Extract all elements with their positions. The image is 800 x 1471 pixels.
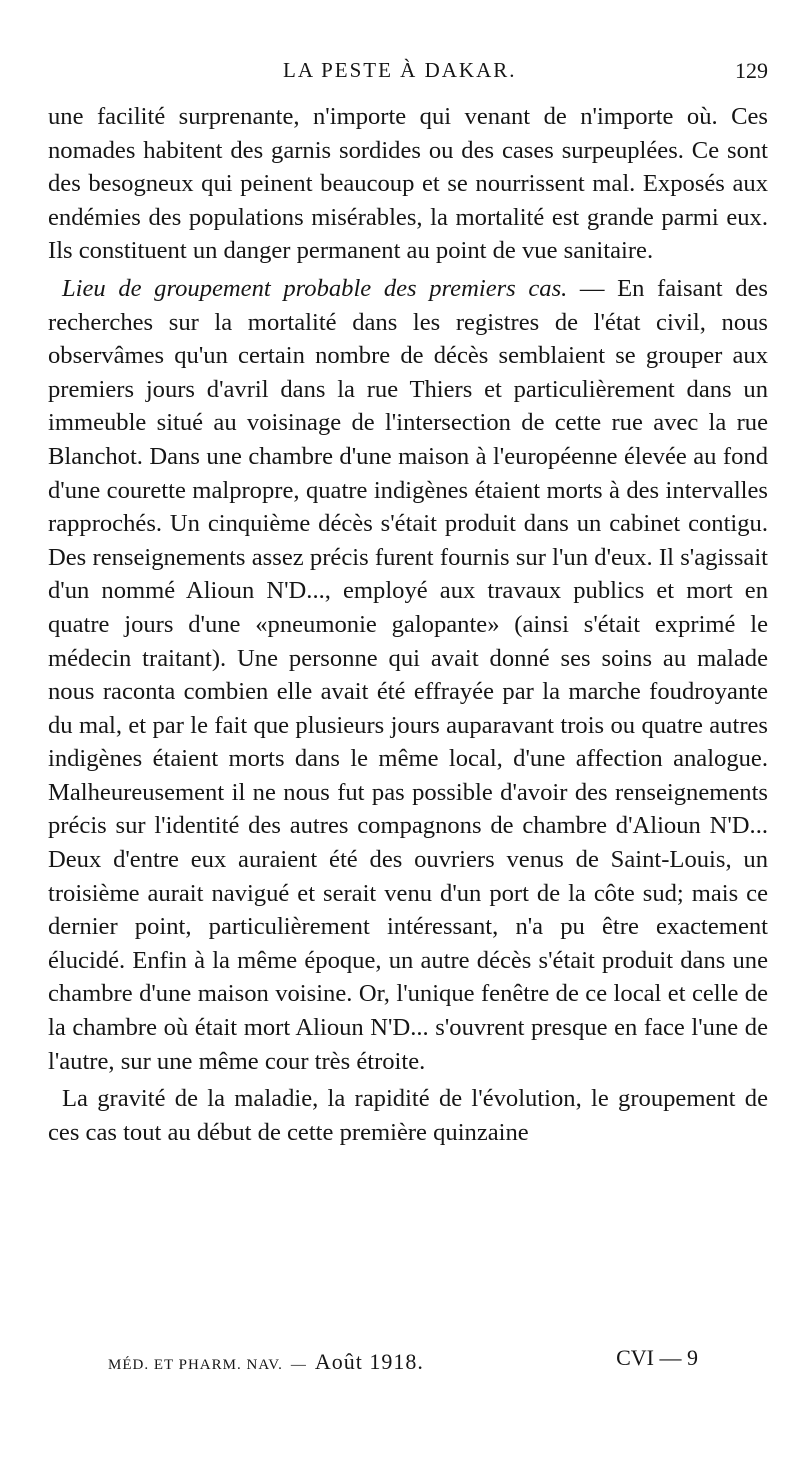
body-text — [48, 100, 768, 1149]
paragraph-2-body: En faisant des recherches sur la mortalité dans les registres de l'état civil, nous observâmes qu'un certain nombre de décès semblaient se grouper aux premiers jours d'avril dans la rue Thiers et particulièrement dans un immeuble situé au voisinage de l'intersection de cette rue avec la rue Blanchot. Dans une chambre d'une maison à l'européenne élevée au fond d'une courette malpropre, quatre indigènes étaient morts à des intervalles rapprochés. Un cinquième décès s'était produit dans un cabinet contigu. Des renseignements assez précis furent fournis sur l'un d'eux. Il s'agissait d'un nommé Alioun N'D..., employé aux travaux publics et mort en quatre jours d'une «pneumonie galopante» (ainsi s'était exprimé le médecin traitant). Une personne qui avait donné ses soins au malade nous raconta combien elle avait été effrayée par la marche foudroyante du mal, et par le fait que plusieurs jours auparavant trois ou quatre autres indigènes étaient morts dans le même local, d'une affection analogue. Malheureusement il ne nous fut pas possible d'avoir des renseignements précis sur l'identité des autres compagnons de chambre d'Alioun N'D... Deux d'entre eux auraient été des ouvriers venus de Saint-Louis, un troisième aurait navigué et serait venu d'un port de la côte sud; mais ce dernier point, particulièrement intéressant, n'a pu être exactement élucidé. Enfin à la même époque, un autre décès s'était produit dans une chambre d'une maison voisine. Or, l'unique fenêtre de ce local et celle de la chambre où était mort Alioun N'D... s'ouvrent presque en face l'une de l'autre, sur une même cour très étroite. — [48, 274, 768, 1075]
section-heading: Lieu de groupement probable des premiers cas. — [62, 274, 568, 302]
footer-signature: CVI — 9 — [616, 1345, 698, 1370]
running-title: LA PESTE À DAKAR. — [283, 58, 517, 82]
paragraph-2 — [48, 272, 768, 1078]
footer-date: Août 1918. — [314, 1349, 424, 1374]
page-footer — [108, 1345, 748, 1375]
footer-separator: — — [290, 1357, 307, 1373]
paragraph-3: La gravité de la maladie, la rapidité de l'évolution, le groupement de ces cas tout au début de cette première quinzaine — [48, 1085, 768, 1146]
footer-journal: MÉD. ET PHARM. NAV. — [108, 1357, 283, 1373]
heading-dash: — — [567, 274, 618, 302]
footer-journal-line — [108, 1349, 424, 1375]
paragraph-1: une facilité surprenante, n'importe qui venant de n'importe où. Ces nomades habitent des garnis sordides ou des cases surpeuplées. Ce sont des besogneux qui peinent beaucoup et se nourrissent mal. Exposés aux endémies des populations misérables, la mortalité est grande parmi eux. Ils constituent un danger permanent au point de vue sanitaire. — [48, 103, 768, 265]
page-number: 129 — [735, 58, 768, 83]
running-header — [48, 58, 768, 88]
